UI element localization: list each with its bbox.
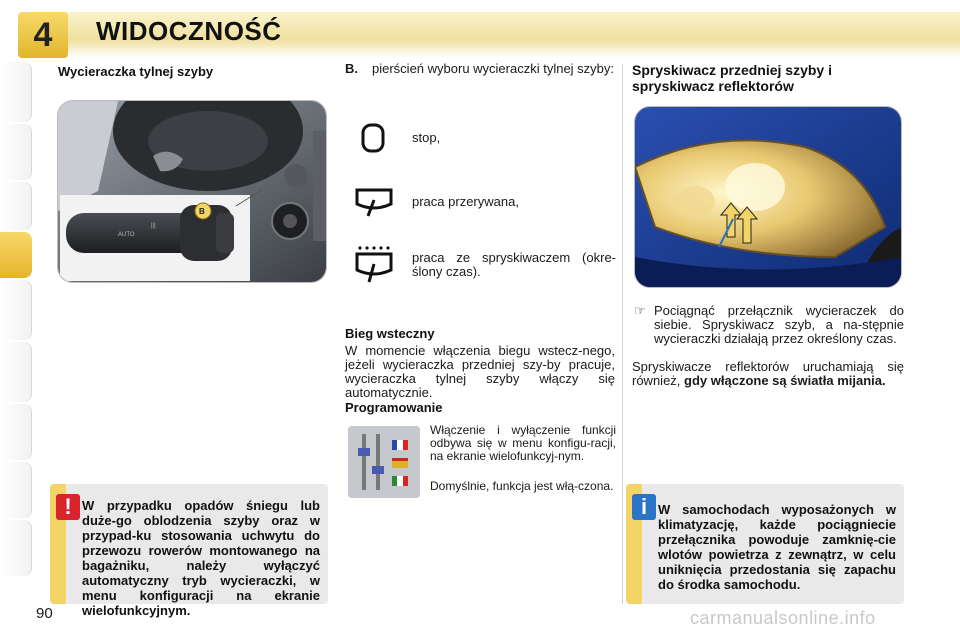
chapter-tab[interactable] — [0, 462, 32, 518]
programming-title: Programowanie — [345, 400, 443, 415]
info-icon: i — [632, 494, 656, 520]
wiper-stalk-illustration — [58, 101, 327, 283]
chapter-tab[interactable] — [0, 62, 32, 122]
chapter-tab[interactable] — [0, 520, 32, 576]
air-conditioning-info-text: W samochodach wyposażonych w klimatyzację, każde pociągniecie przełącznika powoduje zamknię-cie wlotów powietrza z zewnątrz, w celu uniknięcia przedostania się zapachu do środka samochodu. — [658, 502, 896, 592]
headlamp-illustration — [635, 107, 902, 288]
wiper-intermittent-icon — [354, 186, 394, 218]
snow-warning-text: W przypadku opadów śniegu lub duże-go oblodzenia szyby oraz w przypad-ku stosowania uchwytu do przewozu rowerów montowanego na bagażniku, należy wyłączyć automatyczny tryb wycieraczki, w menu konfiguracji na ekranie wielofunkcyjnym. — [82, 498, 320, 618]
headlamp-washer-text — [632, 360, 904, 388]
item-b-letter: B. — [345, 61, 358, 76]
watermark: carmanualsonline.info — [690, 608, 876, 628]
option-label: stop, — [412, 130, 441, 145]
programming-text-2: Domyślnie, funkcja jest włą-czona. — [430, 479, 614, 493]
headlamp-washer-text-main: Spryskiwacze reflektorów uruchamiają się również, — [632, 359, 904, 388]
chapter-tab-active[interactable] — [0, 232, 32, 278]
warning-exclamation-icon: ! — [56, 494, 80, 520]
chapter-tab[interactable] — [0, 124, 32, 180]
bullet-pointer-icon: ☞ — [634, 303, 646, 318]
rear-wiper-title: Wycieraczka tylnej szyby — [58, 64, 214, 79]
chapter-tab[interactable] — [0, 342, 32, 402]
washer-title-line2: spryskiwacz reflektorów — [632, 78, 794, 94]
page-title: WIDOCZNOŚĆ — [96, 16, 282, 46]
svg-text:|||: ||| — [151, 223, 156, 229]
option-label: praca przerywana, — [412, 194, 519, 209]
column-divider — [622, 64, 623, 604]
washer-title-line1: Spryskiwacz przedniej szyby i — [632, 62, 832, 78]
programming-text-1: Włączenie i wyłączenie funkcji odbywa się w menu konfigu-racji, na ekranie wielofunkcyj-nym. — [430, 423, 616, 463]
item-b-text: pierścień wyboru wycieraczki tylnej szyby: — [372, 61, 615, 76]
air-conditioning-info-box — [626, 484, 904, 604]
reverse-gear-title: Bieg wsteczny — [345, 326, 435, 341]
pull-stalk-instruction: Pociągnąć przełącznik wycieraczek do siebie. Spryskiwacz szyb, a na-stępnie wycieraczki działają przez określony czas. — [654, 303, 904, 346]
wiper-stalk-photo — [57, 100, 327, 283]
chapter-badge — [18, 12, 68, 58]
chapter-tab[interactable] — [0, 182, 32, 230]
reverse-gear-text: W momencie włączenia biegu wstecz-nego, jeżeli wycieraczka przedniej szy-by pracuje, wycieraczka tylnej szyby włączy się automatycznie. — [345, 343, 615, 400]
option-label: praca ze spryskiwaczem (okre-ślony czas). — [412, 250, 616, 279]
chapter-tab[interactable] — [0, 404, 32, 460]
headlamp-washer-text-bold: gdy włączone są światła mijania. — [684, 373, 886, 388]
wiper-washer-icon — [354, 244, 394, 284]
config-menu-thumbnail — [348, 426, 420, 498]
chapter-number: 4 — [33, 15, 53, 54]
config-menu-icon — [348, 426, 420, 498]
page-number: 90 — [36, 605, 53, 622]
chapter-tab[interactable] — [0, 280, 32, 340]
svg-text:B: B — [199, 207, 205, 216]
wiper-off-icon — [360, 122, 386, 154]
svg-text:AUTO: AUTO — [118, 232, 135, 238]
headlamp-photo — [634, 106, 902, 288]
snow-warning-box — [50, 484, 328, 618]
